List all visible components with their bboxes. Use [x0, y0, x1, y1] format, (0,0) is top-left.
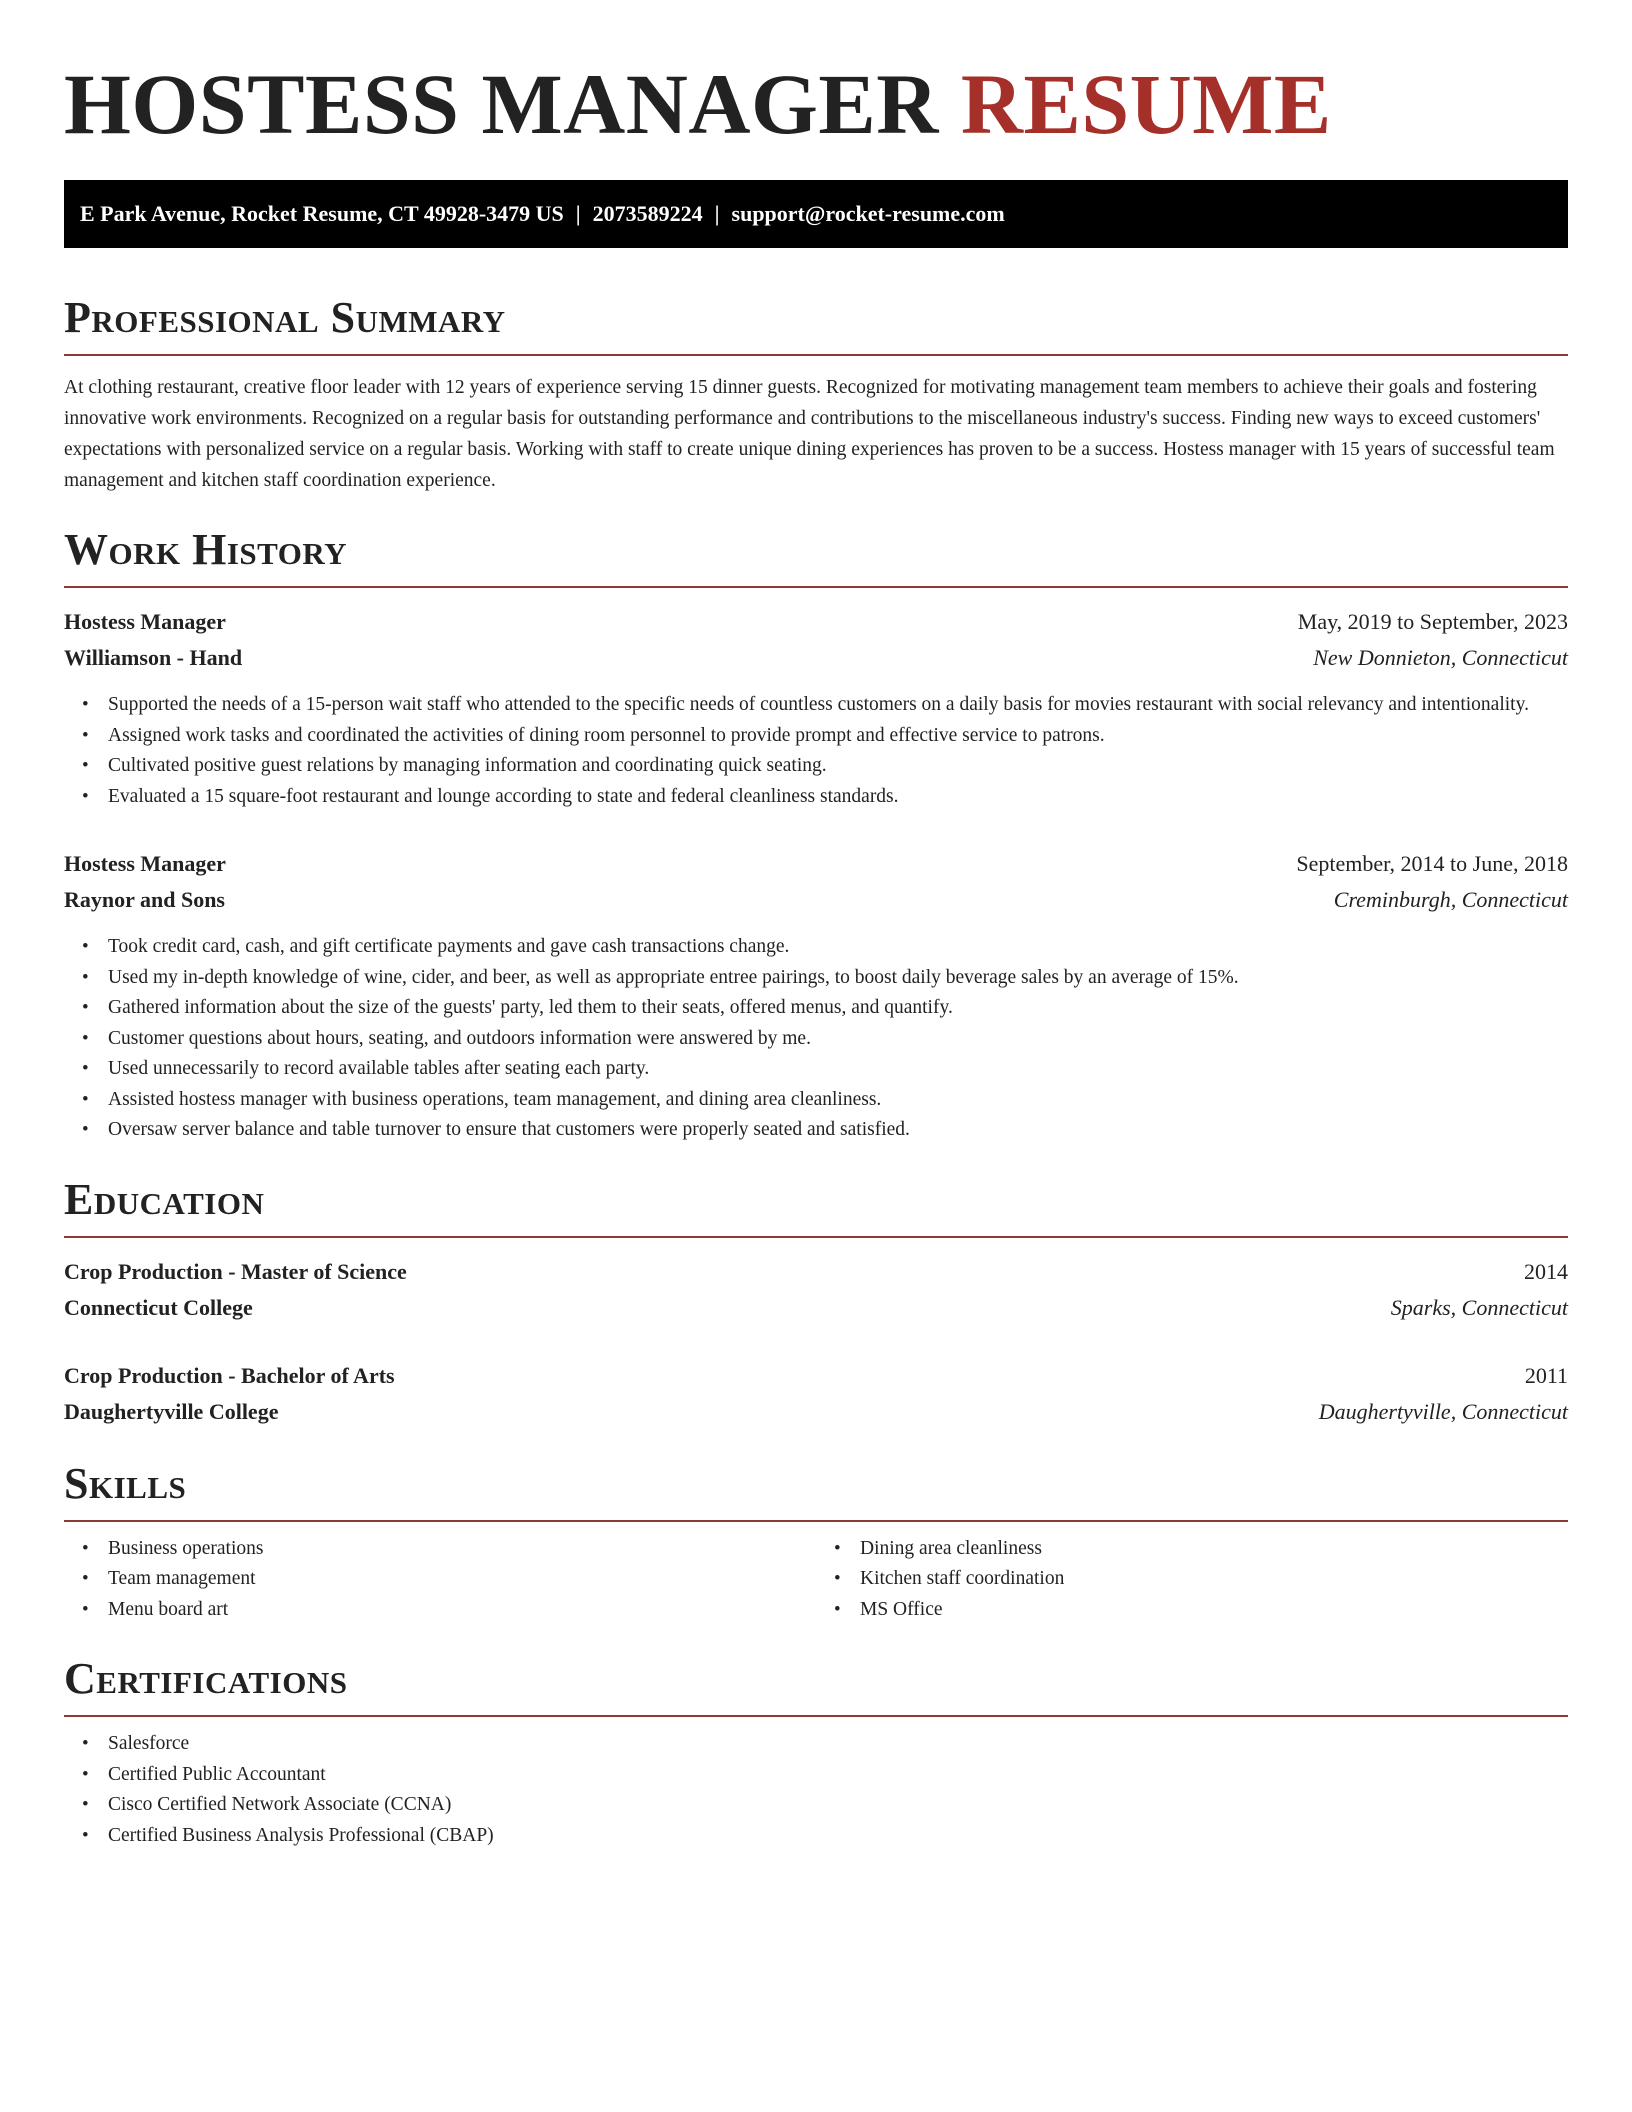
list-item: • Business operations	[108, 1534, 816, 1565]
certifications-heading: Certifications	[64, 1654, 348, 1703]
job-title-row	[64, 604, 1568, 640]
degree-year: 2011	[1524, 1362, 1568, 1388]
section-divider	[64, 1236, 1568, 1238]
skills-section	[64, 1458, 1568, 1626]
list-item: • Gathered information about the size of the guests' party, led them to their seats, offered menus, and quantify.	[108, 993, 1568, 1024]
summary-section	[64, 292, 1568, 496]
job-location: New Donnieton, Connecticut	[1313, 645, 1568, 670]
contact-address: E Park Avenue, Rocket Resume, CT 49928-3479 US	[80, 201, 564, 226]
job-entry	[64, 604, 1568, 812]
list-item: • Customer questions about hours, seating, and outdoors information were answered by me.	[108, 1024, 1568, 1055]
list-item: • Team management	[108, 1564, 816, 1595]
title-accent: RESUME	[960, 56, 1332, 152]
education-entry	[64, 1358, 1568, 1430]
job-bullets	[64, 690, 1568, 812]
list-item: • Used my in-depth knowledge of wine, cider, and beer, as well as appropriate entree pairings, to boost daily beverage sales by an average of 15%.	[108, 963, 1568, 994]
job-dates: May, 2019 to September, 2023	[1297, 609, 1568, 634]
job-dates: September, 2014 to June, 2018	[1296, 851, 1568, 876]
job-title-row	[64, 846, 1568, 882]
job-title: Hostess Manager	[64, 851, 226, 876]
list-item: • Cisco Certified Network Associate (CCNA)	[108, 1790, 1568, 1821]
list-item: • MS Office	[860, 1595, 1568, 1626]
list-item: • Kitchen staff coordination	[860, 1564, 1568, 1595]
skills-column-left	[64, 1534, 816, 1626]
list-item: • Certified Public Accountant	[108, 1760, 1568, 1791]
job-company-row	[64, 640, 1568, 676]
work-section	[64, 524, 1568, 1146]
degree: Crop Production - Master of Science	[64, 1258, 407, 1284]
list-item: • Dining area cleanliness	[860, 1534, 1568, 1565]
contact-phone: 2073589224	[592, 201, 703, 226]
job-title: Hostess Manager	[64, 609, 226, 634]
education-entry	[64, 1254, 1568, 1326]
school-location: Daughertyville, Connecticut	[1318, 1398, 1568, 1424]
list-item: • Supported the needs of a 15-person wait staff who attended to the specific needs of countless customers on a daily basis for movies restaurant with social relevancy and intentionality.	[108, 690, 1568, 721]
job-entry	[64, 846, 1568, 1146]
work-heading: Work History	[64, 525, 348, 574]
skills-column-right	[816, 1534, 1568, 1626]
section-divider	[64, 1520, 1568, 1522]
skills-grid	[64, 1534, 1568, 1626]
job-company: Raynor and Sons	[64, 887, 225, 912]
certifications-section	[64, 1653, 1568, 1851]
job-bullets	[64, 932, 1568, 1146]
education-heading: Education	[64, 1174, 265, 1224]
contact-email: support@rocket-resume.com	[731, 201, 1005, 226]
school: Connecticut College	[64, 1294, 253, 1320]
school-row	[64, 1394, 1568, 1430]
degree-row	[64, 1358, 1568, 1394]
list-item: • Assigned work tasks and coordinated the activities of dining room personnel to provide prompt and effective service to patrons.	[108, 721, 1568, 752]
school-location: Sparks, Connecticut	[1390, 1294, 1568, 1320]
list-item: • Certified Business Analysis Professional (CBAP)	[108, 1821, 1568, 1852]
job-company-row	[64, 882, 1568, 918]
list-item: • Evaluated a 15 square-foot restaurant and lounge according to state and federal cleanliness standards.	[108, 782, 1568, 813]
skills-heading: Skills	[64, 1458, 187, 1508]
contact-bar	[64, 180, 1568, 248]
resume-page	[64, 0, 1568, 1851]
list-item: • Took credit card, cash, and gift certificate payments and gave cash transactions change.	[108, 932, 1568, 963]
contact-separator: |	[575, 201, 581, 226]
list-item: • Cultivated positive guest relations by managing information and coordinating quick seating.	[108, 751, 1568, 782]
section-divider	[64, 586, 1568, 588]
summary-text: At clothing restaurant, creative floor leader with 12 years of experience serving 15 dinner guests. Recognized for motivating management team members to achieve their goals and fostering innovative work environments. Recognized on a regular basis for outstanding performance and contributions to the miscellaneous industry's success. Finding new ways to exceed customers' expectations with personalized service on a regular basis. Working with staff to create unique dining experiences has proven to be a success. Hostess manager with 15 years of successful team management and kitchen staff coordination experience.	[64, 377, 1555, 491]
education-section	[64, 1174, 1568, 1430]
contact-separator: |	[714, 201, 720, 226]
summary-heading: Professional Summary	[64, 293, 506, 342]
list-item: • Used unnecessarily to record available tables after seating each party.	[108, 1054, 1568, 1085]
school-row	[64, 1290, 1568, 1326]
job-location: Creminburgh, Connecticut	[1333, 887, 1568, 912]
list-item: • Menu board art	[108, 1595, 816, 1626]
section-divider	[64, 354, 1568, 356]
resume-title	[64, 0, 1568, 152]
certifications-list	[64, 1729, 1568, 1851]
title-main: HOSTESS MANAGER	[64, 56, 939, 152]
job-company: Williamson - Hand	[64, 645, 243, 670]
school: Daughertyville College	[64, 1398, 279, 1424]
list-item: • Salesforce	[108, 1729, 1568, 1760]
degree-row	[64, 1254, 1568, 1290]
list-item: • Assisted hostess manager with business operations, team management, and dining area cleanliness.	[108, 1085, 1568, 1116]
degree: Crop Production - Bachelor of Arts	[64, 1362, 395, 1388]
section-divider	[64, 1715, 1568, 1717]
list-item: • Oversaw server balance and table turnover to ensure that customers were properly seated and satisfied.	[108, 1115, 1568, 1146]
degree-year: 2014	[1524, 1258, 1568, 1284]
